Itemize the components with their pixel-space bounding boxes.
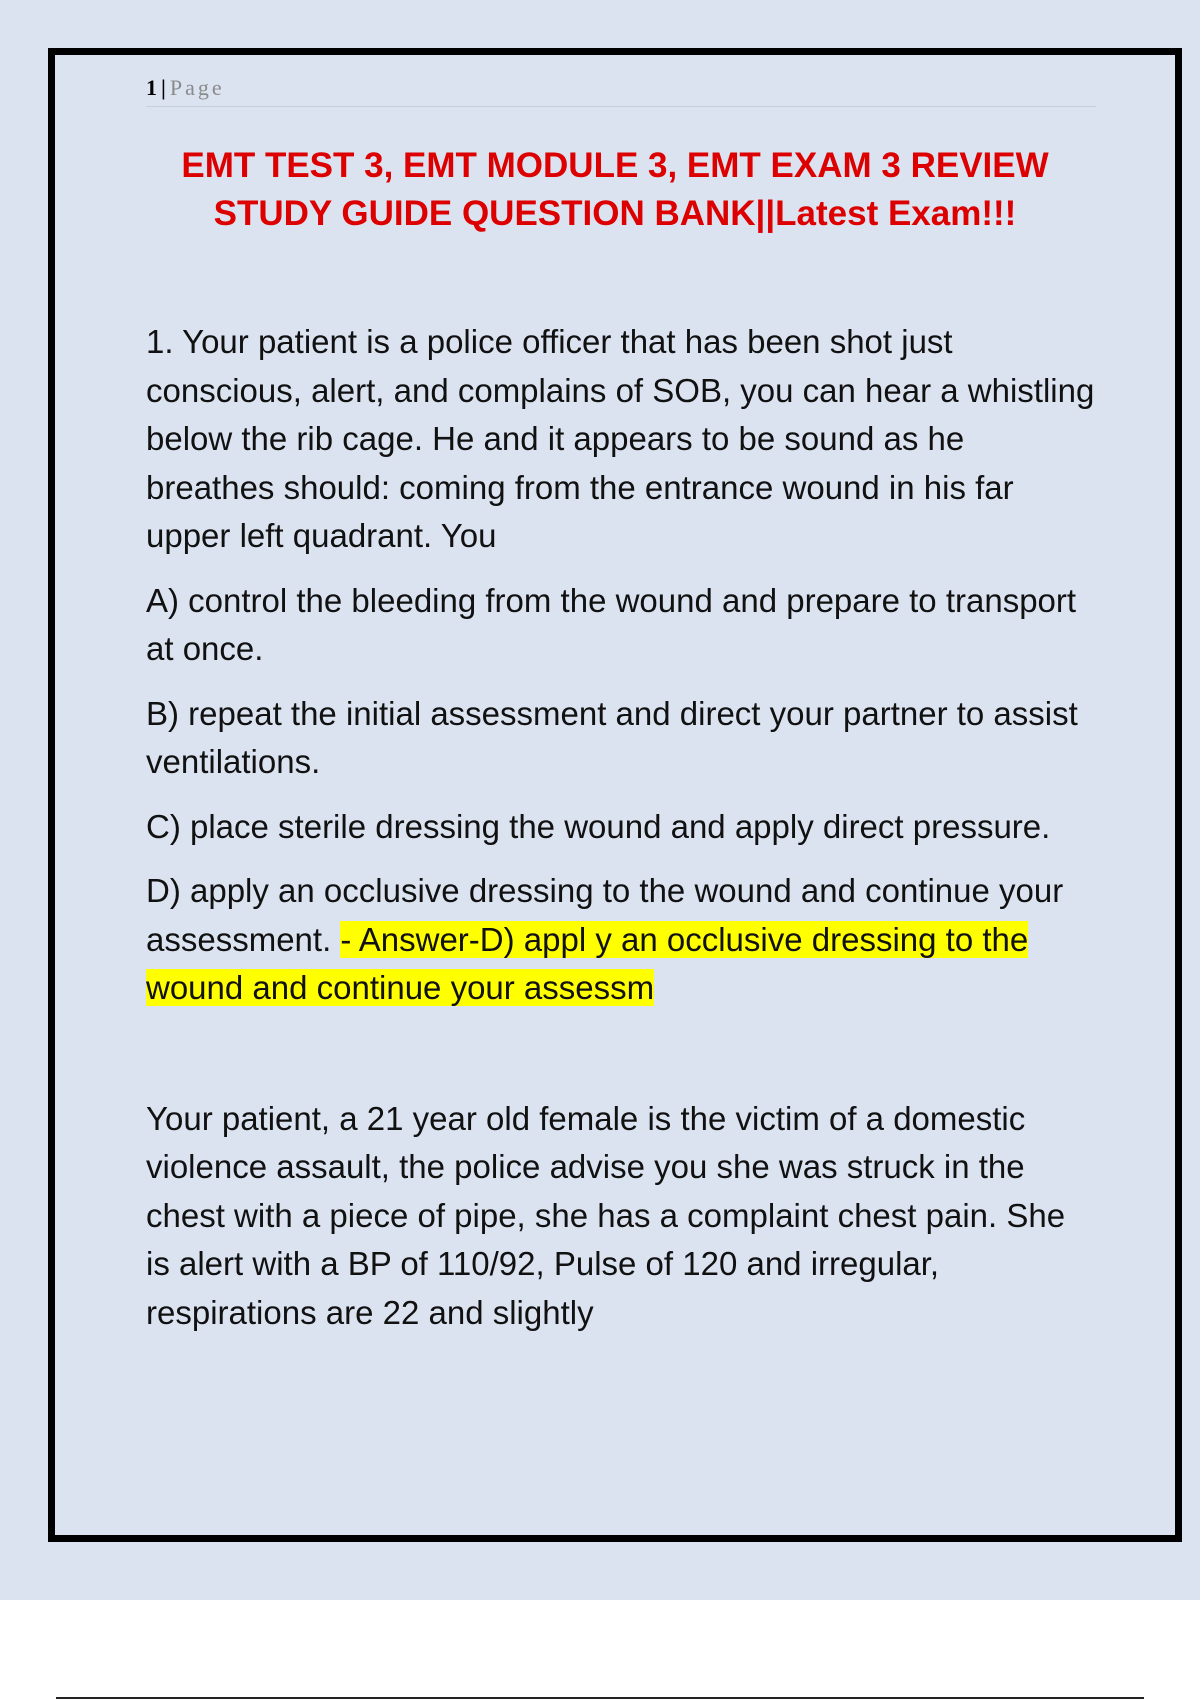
answer-highlight: - Answer-D) appl y an occlusive dressing to the wound and continue your assessm: [146, 920, 1029, 1006]
title-line-2: STUDY GUIDE QUESTION BANK||Latest Exam!!!: [213, 194, 1017, 233]
option-d-text: D) apply an occlusive dressing to the wound and continue your assessment.: [146, 872, 1064, 958]
page-header: [146, 72, 1096, 107]
question-1-option-a: A) control the bleeding from the wound and prepare to transport at once.: [146, 581, 1077, 667]
page-number: 1: [146, 75, 157, 100]
question-1-option-c: C) place sterile dressing the wound and apply direct pressure.: [146, 807, 1051, 845]
footer-divider: [56, 1697, 1144, 1699]
question-1-option-d: [146, 867, 1096, 1013]
document-title: [100, 142, 1130, 238]
title-line-1: EMT TEST 3, EMT MODULE 3, EMT EXAM 3 REVIEW: [181, 146, 1049, 185]
document-body: [146, 318, 1096, 1337]
page-separator: |: [161, 75, 166, 100]
page-label: Page: [169, 75, 225, 100]
question-2-stem: Your patient, a 21 year old female is the victim of a domestic violence assault, the police advise you she was struck in the chest with a piece of pipe, she has a complaint chest pain. She is alert with a BP of 110/92, Pulse of 120 and irregular, respirations are 22 and slightly: [146, 1099, 1066, 1331]
question-1-stem: 1. Your patient is a police officer that has been shot just conscious, alert, and complains of SOB, you can hear a whistling below the rib cage. He and it appears to be sound as he breathes should: coming from the entrance wound in his far upper left quadrant. You: [146, 323, 1095, 554]
question-1-option-b: B) repeat the initial assessment and direct your partner to assist ventilations.: [146, 694, 1078, 780]
